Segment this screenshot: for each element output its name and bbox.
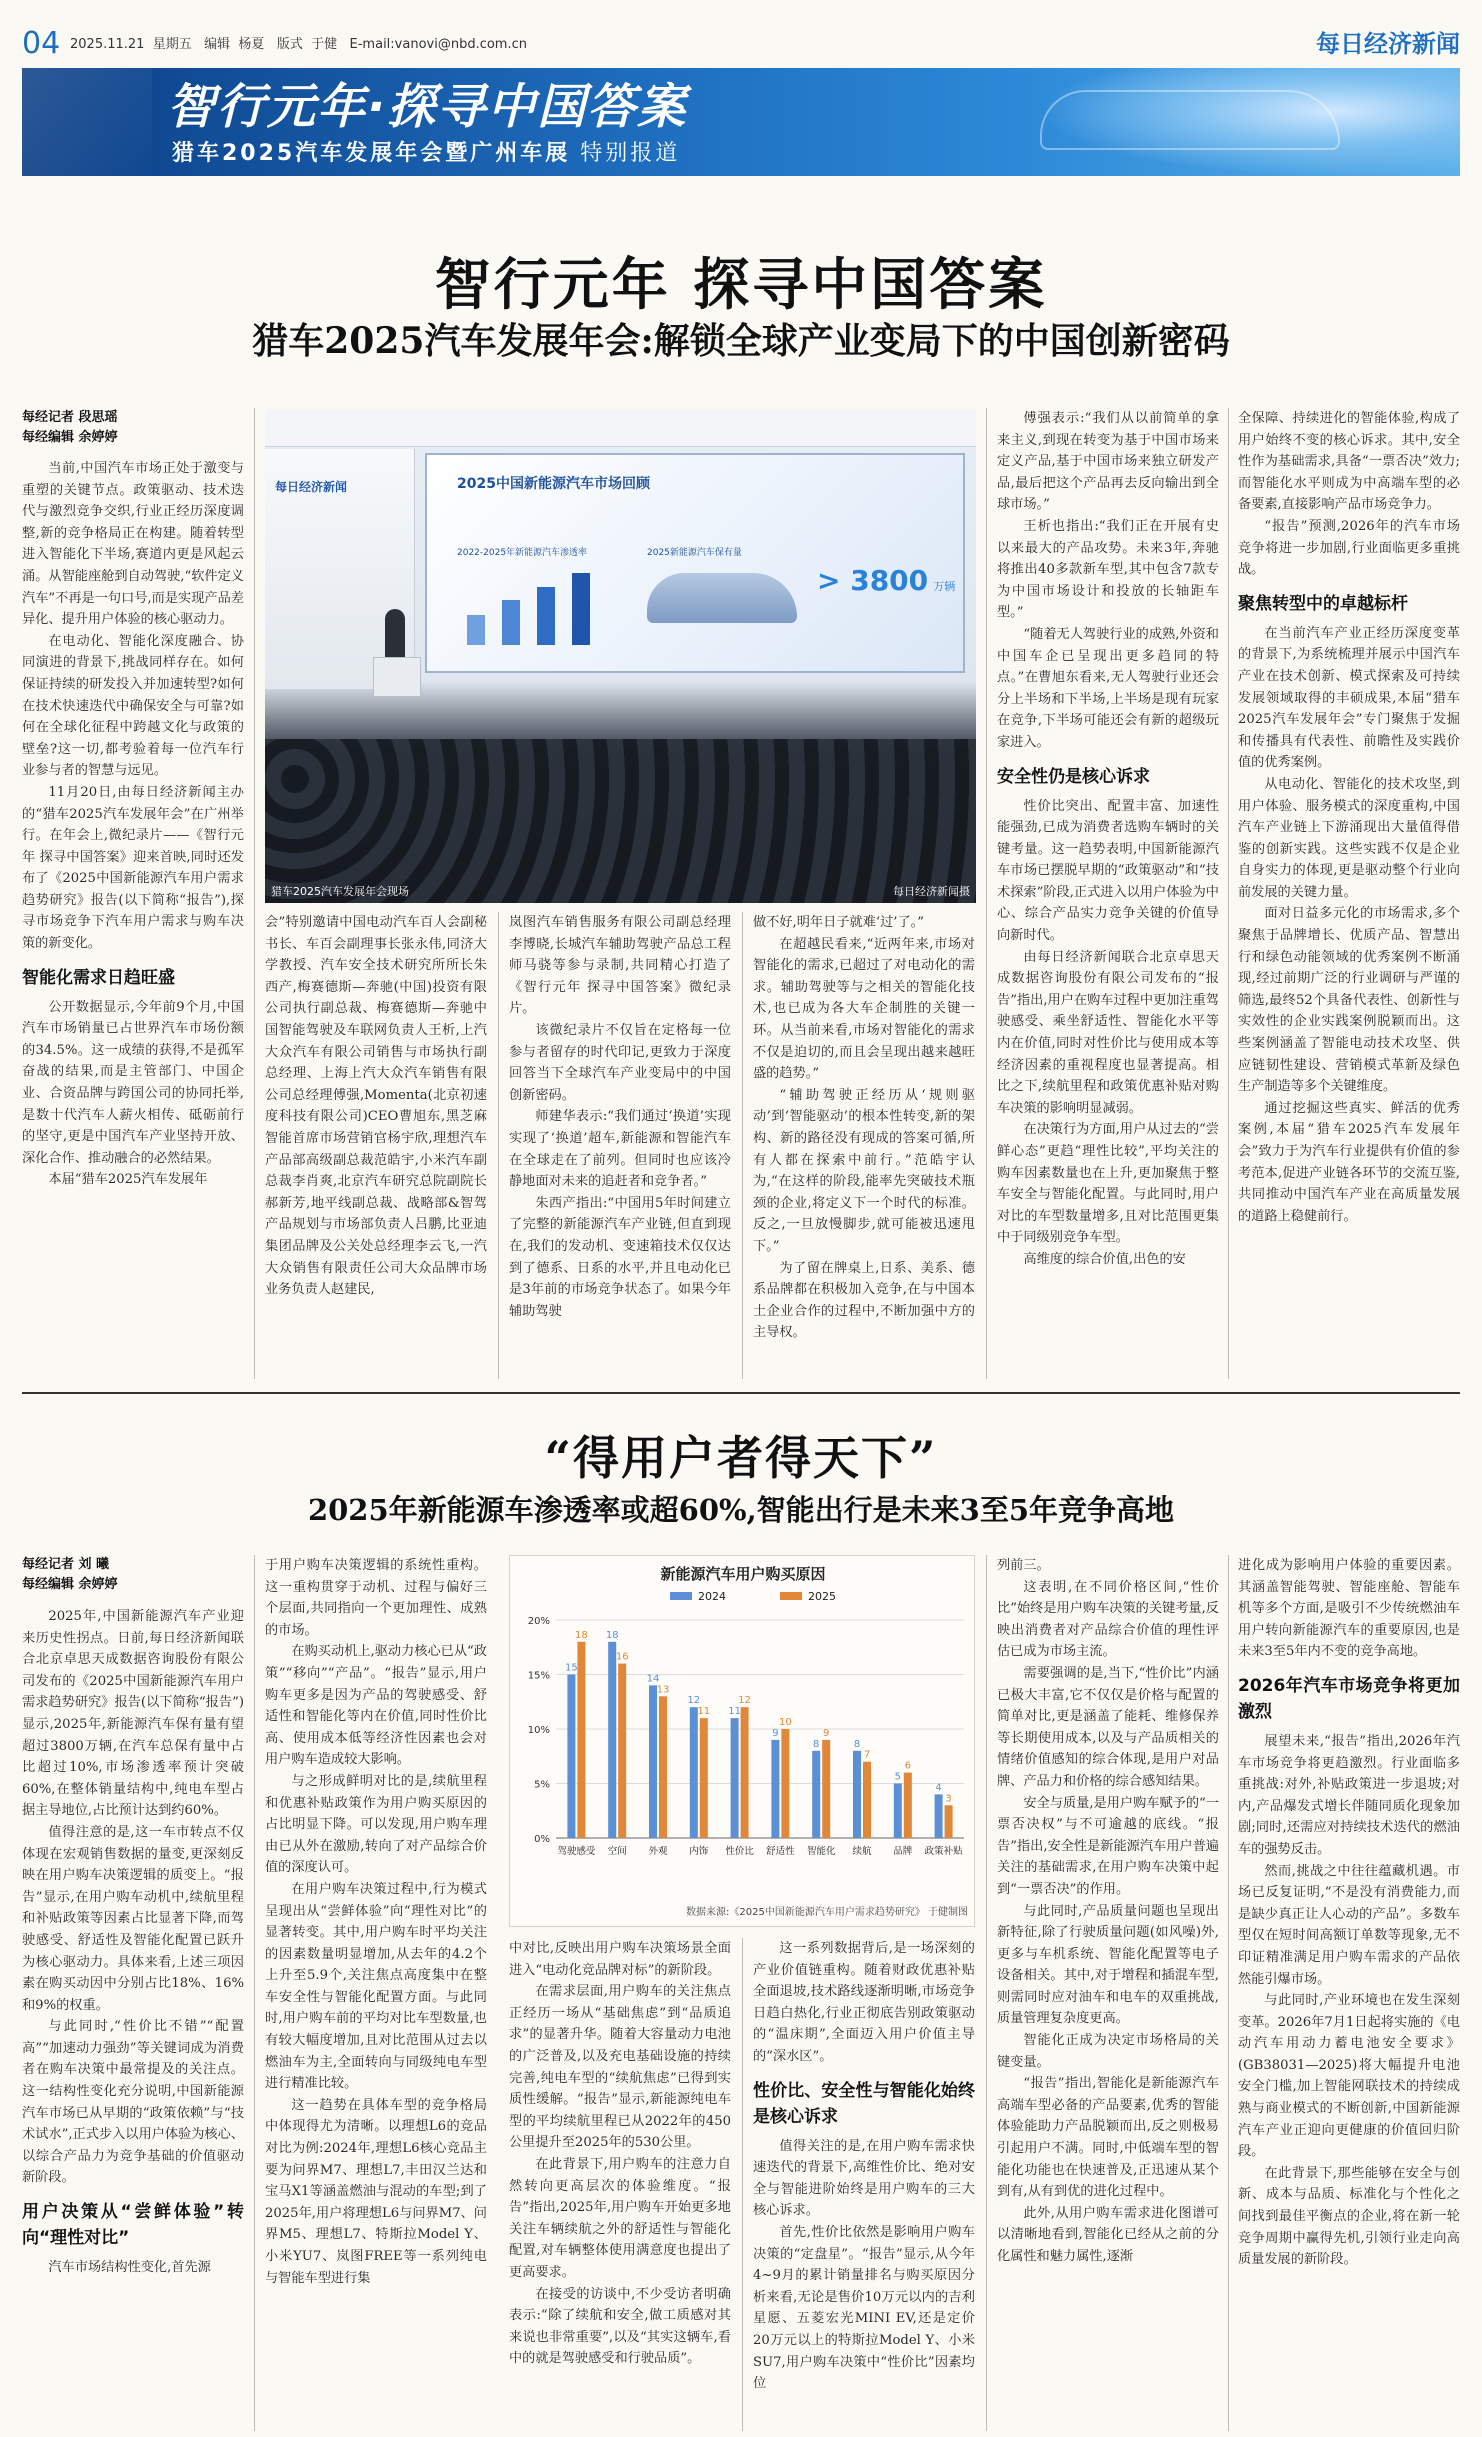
bar-2025 bbox=[618, 1664, 626, 1838]
paragraph: 该微纪录片不仅旨在定格每一位参与者留存的时代印记,更致力于深度回答当下全球汽车产业变局中的中国创新密码。 bbox=[509, 1022, 731, 1103]
data-label: 5 bbox=[894, 1771, 901, 1783]
paragraph: 在决策行为方面,用户从过去的“尝鲜心态”更趋“理性比较”,平均关注的购车因素数量也在上升,更加聚焦于整车安全与智能化配置。与此同时,用户对比的车型数量增多,且对比范围更集中于同级别竞争车型。 bbox=[997, 1122, 1219, 1246]
paragraph: 师建华表示:“我们通过‘换道’实现实现了‘换道’超车,新能源和智能汽车在全球走在了前列。但同时也应该冷静地面对未来的追赶者和竞争者。” bbox=[509, 1109, 731, 1190]
bar-2024 bbox=[649, 1685, 657, 1838]
article2-column-2 bbox=[265, 1555, 487, 2431]
section-heading: 安全性仍是核心诉求 bbox=[997, 766, 1150, 787]
paragraph: 从电动化、智能化的技术攻坚,到用户体验、服务模式的深度重构,中国汽车产业链上下游涌现出大量值得借鉴的创新实践。这些实践不仅是企业自身实力的体现,更是驱动整个行业向前发展的关键力量。 bbox=[1238, 776, 1460, 900]
bar-2024 bbox=[894, 1784, 902, 1839]
paragraph: 在接受的访谈中,不少受访者明确表示:“除了续航和安全,做工质感对其来说也非常重要”,以及“其实这辆车,看中的就是驾驶感受和行驶品质”。 bbox=[509, 2286, 731, 2367]
data-label: 9 bbox=[823, 1727, 830, 1739]
x-tick-label: 品牌 bbox=[893, 1846, 913, 1857]
bar-2024 bbox=[690, 1707, 698, 1838]
x-tick-label: 舒适性 bbox=[766, 1846, 795, 1857]
paragraph: “随着无人驾驶行业的成熟,外资和中国车企已呈现出更多趋同的特点。”在曹旭东看来,无人驾驶行业还会分上半场和下半场,上半场是现有玩家在竞争,下半场可能还会有新的超级玩家进入。 bbox=[997, 626, 1219, 750]
paragraph: 在当前汽车产业正经历深度变革的背景下,为系统梳理并展示中国汽车产业在技术创新、模式探索及可持续发展领域取得的丰硕成果,本届“猎车2025汽车发展年会”专门聚焦于发掘和传播具有代表性、前瞻性及实践价值的优秀案例。 bbox=[1238, 625, 1460, 771]
x-tick-label: 政策补贴 bbox=[924, 1846, 963, 1857]
paragraph: 这一系列数据背后,是一场深刻的产业价值链重构。随着财政优惠补贴全面退坡,技术路线逐渐明晰,市场竞争日趋白热化,行业正彻底告别政策驱动的“温床期”,全面迈入用户价值主导的“深水区”。 bbox=[753, 1941, 975, 2064]
article2-subhead: 2025年新能源车渗透率或超60%,智能出行是未来3至5年竞争高地 bbox=[307, 1493, 1175, 1527]
paragraph: 此外,从用户购车需求进化图谱可以清晰地看到,智能化已经从之前的分化属性和魅力属性,逐渐 bbox=[997, 2205, 1219, 2264]
column-rule bbox=[498, 912, 499, 1379]
bar-2024 bbox=[935, 1794, 943, 1838]
photo-caption-right: 每日经济新闻摄 bbox=[893, 885, 970, 898]
paragraph: 在此背景下,用户购车的注意力自然转向更高层次的体验维度。“报告”指出,2025年,用户购车开始更多地关注车辆续航之外的舒适性与智能化配置,对车辆整体使用满意度也提出了更高要求。 bbox=[509, 2156, 731, 2280]
screen-bar bbox=[502, 600, 520, 645]
paragraph: 性价比突出、配置丰富、加速性能强劲,已成为消费者选购车辆时的关键考量。这一趋势表明,中国新能源汽车市场已摆脱早期的“政策驱动”和“技术探索”阶段,正式进入以用户体验为中心、综合产品实力竞争关键的价值导向新时代。 bbox=[997, 798, 1219, 944]
article2-column-3 bbox=[509, 1938, 731, 2431]
article2-column-6 bbox=[1238, 1555, 1460, 2431]
data-label: 8 bbox=[853, 1738, 861, 1750]
paragraph: 与之形成鲜明对比的是,续航里程和优惠补贴政策作为用户购买原因的占比明显下降。可以发现,用户购车理由已从外在激励,转向了对产品综合价值的深度认可。 bbox=[265, 1773, 487, 1876]
article1-column-1 bbox=[22, 458, 244, 1379]
article1-column-5 bbox=[997, 408, 1219, 1379]
bar-2025 bbox=[945, 1805, 953, 1838]
article1-column-6 bbox=[1238, 408, 1460, 1379]
paragraph: 王析也指出:“我们正在开展有史以来最大的产品攻势。未来3年,奔驰将推出40多款新车型,其中包含7款专为中国市场设计和投放的长轴距车型。” bbox=[997, 518, 1219, 621]
bar-2024 bbox=[567, 1675, 575, 1839]
screen-bar bbox=[467, 615, 485, 645]
legend-label: 2025 bbox=[808, 1590, 836, 1603]
paragraph: 在此背景下,那些能够在安全与创新、成本与品质、标准化与个性化之间找到最佳平衡点的企业,将在新一轮竞争周期中赢得先机,引领行业走向高质量发展的新阶段。 bbox=[1238, 2165, 1460, 2268]
y-tick-label: 15% bbox=[527, 1670, 550, 1682]
x-tick-label: 内饰 bbox=[689, 1846, 709, 1857]
photo-audience bbox=[265, 739, 976, 903]
screen-title: 2025中国新能源汽车市场回顾 bbox=[457, 476, 650, 492]
data-label: 12 bbox=[687, 1695, 701, 1707]
column-rule bbox=[986, 408, 987, 1379]
paragraph: 与此同时,“性价比不错”“配置高”“加速动力强劲”等关键词成为消费者在购车决策中最常提及的关注点。这一结构性变化充分说明,中国新能源汽车市场已从早期的“政策依赖”与“技术试水”,正式步入以用户体验为核心、以综合产品力为竞争基础的价值驱动新阶段。 bbox=[22, 2019, 244, 2186]
bar-2025 bbox=[781, 1729, 789, 1838]
article2-column-4 bbox=[753, 1938, 975, 2431]
bar-2025 bbox=[822, 1740, 830, 1838]
paper-name: 每日经济新闻 bbox=[1316, 30, 1460, 58]
photo-led-screen bbox=[425, 453, 965, 673]
paragraph: 在用户购车决策过程中,行为模式呈现出从“尝鲜体验”向“理性对比”的显著转变。其中,用户购车时平均关注的因素数量明显增加,从去年的4.2个上升至5.9个,关注焦点高度集中在整车安全性与智能化配置方面。与此同时,用户购车前的平均对比车型数量,也有较大幅度增加,且对比范围从过去以燃油车为主,全面转向与同级纯电车型进行精准比较。 bbox=[265, 1881, 487, 2092]
article1-headline: 智行元年 探寻中国答案 bbox=[434, 252, 1048, 318]
column-rule bbox=[1228, 408, 1229, 1379]
article1-photo bbox=[265, 409, 976, 903]
column-rule bbox=[742, 1938, 743, 2431]
paragraph: 全保障、持续进化的智能体验,构成了用户始终不变的核心诉求。其中,安全性作为基础需求,具备“一票否决”效力;而智能化水平则成为中高端车型的必备要素,直接影响产品市场竞争力。 bbox=[1238, 411, 1460, 513]
issue-date: 2025.11.21 bbox=[70, 37, 145, 52]
data-label: 4 bbox=[935, 1782, 942, 1794]
data-label: 18 bbox=[575, 1629, 588, 1641]
x-tick-label: 性价比 bbox=[725, 1846, 754, 1857]
article1-column-4 bbox=[753, 912, 975, 1379]
section-heading: 用户决策从“尝鲜体验”转向“理性对比” bbox=[22, 2202, 244, 2249]
bar-2024 bbox=[731, 1718, 739, 1838]
paragraph: 值得注意的是,这一车市转点不仅体现在宏观销售数据的量变,更深刻反映在用户购车决策逻辑的质变上。“报告”显示,在用户购车动机中,续航里程和补贴政策等因素占比显著下降,而驾驶感受、舒适性及智能化配置已跃升为核心驱动力。具体来看,上述三项因素在购买动因中分别占比18%、16%和9%的权重。 bbox=[22, 1824, 244, 2013]
x-tick-label: 智能化 bbox=[806, 1846, 836, 1857]
data-label: 3 bbox=[945, 1793, 952, 1805]
paragraph: 与此同时,产品质量问题也呈现出新特征,除了行驶质量问题(如风噪)外,更多与车机系统、智能化配置等电子设备相关。其中,对于增程和插混车型,则需同时应对油车和电车的双重挑战,质量管理复杂度更高。 bbox=[997, 1903, 1219, 2027]
bar-2025 bbox=[659, 1696, 667, 1838]
article1-column-2 bbox=[265, 912, 487, 1379]
editor-email: E-mail:vanovi@nbd.com.cn bbox=[349, 37, 527, 52]
paragraph: 中对比,反映出用户购车决策场景全面进入“电动化竞品牌对标”的新阶段。 bbox=[509, 1941, 731, 1978]
legend-swatch bbox=[670, 1592, 692, 1600]
paragraph: “报告”指出,智能化是新能源汽车高端车型必备的产品要素,优秀的智能体验能助力产品脱颖而出,反之则极易引起用户不满。同时,中低端车型的智能化功能也在快速普及,正迅速从某个到有,从有到优的进化过程中。 bbox=[997, 2076, 1219, 2200]
article1-column-3 bbox=[509, 912, 731, 1379]
x-tick-label: 驾驶感受 bbox=[557, 1846, 596, 1857]
column-rule bbox=[254, 1555, 255, 2431]
chart-title: 新能源汽车用户购买原因 bbox=[660, 1565, 826, 1583]
paragraph: 做不好,明年日子就难‘过’了。” bbox=[753, 915, 924, 930]
screen-big-number: > 3800 bbox=[817, 564, 929, 597]
paragraph: 通过挖掘这些真实、鲜活的优秀案例,本届“猎车2025汽车发展年会”致力于为汽车行业提供有价值的参考范本,促进产业链各环节的交流互鉴,共同推动中国汽车产业在高质量发展的道路上稳健前行。 bbox=[1238, 1100, 1460, 1224]
data-label: 6 bbox=[904, 1760, 911, 1772]
paragraph: 智能化正成为决定市场格局的关键变量。 bbox=[997, 2033, 1219, 2070]
paragraph: 然而,挑战之中往往蕴藏机遇。市场已反复证明,“不是没有消费能力,而是缺少真正让人心动的产品”。多数车型仅在短时间高额订单数等现象,无不印证精准满足用户购车需求的产品依然能引爆市场。 bbox=[1238, 1863, 1460, 1987]
chart-source: 数据来源:《2025中国新能源汽车用户需求趋势研究》 于健制图 bbox=[686, 1907, 968, 1918]
paragraph: 高维度的综合价值,出色的安 bbox=[1023, 1251, 1186, 1267]
column-rule bbox=[1228, 1555, 1229, 2431]
article1-reporter: 每经记者 段思瑶 bbox=[22, 410, 118, 425]
layout-label: 版式 bbox=[276, 37, 303, 52]
paragraph: 首先,性价比依然是影响用户购车决策的“定盘星”。“报告”显示,从今年4~9月的累计销量排名与购买原因分析来看,无论是售价10万元以内的吉利星愿、五菱宏光MINI EV,还是定价20万元以上的特斯拉Model Y、小米SU7,用户购车决策中“性价比”因素均位 bbox=[753, 2224, 975, 2392]
banner-subtitle: 猎车2025汽车发展年会暨广州车展 bbox=[172, 141, 571, 166]
paragraph: 列前三。 bbox=[997, 1558, 1050, 1573]
screen-label-2: 2025新能源汽车保有量 bbox=[647, 548, 742, 558]
data-label: 9 bbox=[772, 1727, 779, 1739]
paragraph: 为了留在牌桌上,日系、美系、德系品牌都在积极加入竞争,在与中国本土企业合作的过程中,不断加强中方的主导权。 bbox=[753, 1260, 975, 1341]
paragraph: 于用户购车决策逻辑的系统性重构。这一重构贯穿于动机、过程与偏好三个层面,共同指向一个更加理性、成熟的市场。 bbox=[265, 1558, 487, 1638]
paragraph: 在购买动机上,驱动力核心已从“政策”“移向”“产品”。“报告”显示,用户购车更多是因为产品的驾驶感受、舒适性和智能化等内在价值,同时性价比高、使用成本低等经济性因素也会对用户购车造成较大影响。 bbox=[265, 1644, 487, 1768]
legend-label: 2024 bbox=[698, 1590, 726, 1603]
editor-label: 编辑 bbox=[204, 37, 231, 52]
paragraph: 傅强表示:“我们从以前简单的拿来主义,到现在转变为基于中国市场来定义产品,基于中国市场来独立研发产品,最后把这个产品再去反向输出到全球市场。” bbox=[997, 411, 1219, 513]
paragraph: 面对日益多元化的市场需求,多个聚焦于品牌增长、优质产品、智慧出行和绿色动能领域的优秀案例不断涌现,经过前期广泛的行业调研与严谨的筛选,最终52个具备代表性、创新性与实效性的企业实践案例脱颖而出。这些案例涵盖了智能电动技术攻坚、供应链韧性建设、营销模式革新及绿色生产制造等多个关键维度。 bbox=[1238, 906, 1460, 1095]
article2-reporter: 每经记者 刘 曦 bbox=[22, 1557, 110, 1572]
paragraph: 在电动化、智能化深度融合、协同演进的背景下,挑战同样存在。如何保证持续的研发投入并加速转型?如何在技术快速迭代中确保安全与可靠?如何在全球化征程中跨越文化与政策的壁垒?这一切,都考验着每一位汽车行业参与者的智慧与远见。 bbox=[22, 633, 244, 779]
paragraph: 进化成为影响用户体验的重要因素。其涵盖智能驾驶、智能座舱、智能车机等多个方面,是吸引不少传统燃油车用户转向新能源汽车的重要原因,也是未来3至5年内不变的竞争高地。 bbox=[1238, 1558, 1460, 1660]
paragraph: 岚图汽车销售服务有限公司副总经理李博晓,长城汽车辅助驾驶产品总工程师马骁等参与录制,共同精心打造了《智行元年 探寻中国答案》微纪录片。 bbox=[509, 915, 731, 1017]
data-label: 8 bbox=[813, 1738, 820, 1750]
bar-2025 bbox=[577, 1642, 585, 1838]
data-label: 13 bbox=[656, 1684, 670, 1696]
photo-caption-left: 猎车2025汽车发展年会现场 bbox=[271, 885, 409, 898]
screen-bar bbox=[572, 573, 590, 645]
y-tick-label: 10% bbox=[527, 1725, 550, 1736]
paragraph: 11月20日,由每日经济新闻主办的“猎车2025汽车发展年会”在广州举行。在年会上,微纪录片——《智行元年 探寻中国答案》迎来首映,同时还发布了《2025中国新能源汽车用户需求趋势研究》报告(以下简称“报告”),探寻市场竞争下汽车用户需求与购车决策的新变化。 bbox=[22, 784, 244, 952]
photo-speaker bbox=[385, 609, 405, 663]
paragraph: “辅助驾驶正经历从‘规则驱动’到‘智能驱动’的根本性转变,新的架构、新的路径没有现成的答案可循,所有人都在探索中前行。”范皓宇认为,“在这样的阶段,能率先突破技术瓶颈的企业,将定义下一个时代的标准。反之,一旦放慢脚步,就可能被迅速甩下。” bbox=[753, 1087, 975, 1254]
y-tick-label: 5% bbox=[534, 1779, 550, 1791]
paragraph: “报告”预测,2026年的汽车市场竞争将进一步加剧,行业面临更多重挑战。 bbox=[1238, 518, 1460, 578]
purchase-reasons-chart bbox=[509, 1555, 975, 1927]
bar-2024 bbox=[812, 1751, 820, 1838]
screen-car-image bbox=[647, 573, 797, 623]
article2-editor: 每经编辑 余婷婷 bbox=[22, 1577, 118, 1592]
paragraph: 在超越民看来,“近两年来,市场对智能化的需求,已超过了对电动化的需求。辅助驾驶等与之相关的智能化技术,也已成为各大车企制胜的关键一环。从当前来看,市场对智能化的需求不仅是迫切的,而且会呈现出越来越旺盛的趋势。” bbox=[753, 936, 975, 1082]
data-label: 10 bbox=[779, 1717, 792, 1728]
layout-name: 于健 bbox=[311, 37, 338, 52]
banner-title: 智行元年·探寻中国答案 bbox=[167, 79, 688, 135]
paragraph: 当前,中国汽车市场正处于激变与重塑的关键节点。政策驱动、技术迭代与激烈竞争交织,行业正经历深度调整,新的竞争格局正在构建。随着转型进入智能化下半场,赛道内更是风起云涌。从智能座舱到自动驾驶,“软件定义汽车”不再是一句口号,而是实现产品差异化、提升用户体验的核心驱动力。 bbox=[22, 461, 244, 628]
paragraph: 这一趋势在具体车型的竞争格局中体现得尤为清晰。以理想L6的竞品对比为例:2024年,理想L6核心竞品主要为问界M7、理想L7,丰田汉兰达和宝马X1等涵盖燃油与混动的车型;到了2025年,用户将理想L6与问界M7、问界M5、理想L7、特斯拉Model Y、小米YU7、岚图FREE等一系列纯电与智能车型进行集 bbox=[265, 2097, 487, 2286]
screen-label-1: 2022-2025年新能源汽车渗透率 bbox=[457, 548, 588, 558]
paragraph: 公开数据显示,今年前9个月,中国汽车市场销量已占世界汽车市场份额的34.5%。这一成绩的获得,不是孤军奋战的结果,而是主管部门、中国企业、合资品牌与跨国公司的协同托举,是数十代汽车人薪火相传、砥砺前行的坚守,更是中国汽车产业坚持开放、深化合作、推动融合的必然结果。 bbox=[22, 999, 244, 1166]
paragraph: 需要强调的是,当下,“性价比”内涵已极大丰富,它不仅仅是价格与配置的简单对比,更是涵盖了能耗、维修保养等长期使用成本,以及与产品质相关的情绪价值感知的综合体现,是用户对品牌、产品力和价格的综合感知结果。 bbox=[997, 1665, 1219, 1789]
banner-left-stripe bbox=[22, 68, 152, 176]
article1-editor: 每经编辑 余婷婷 bbox=[22, 430, 118, 445]
bar-2024 bbox=[771, 1740, 779, 1838]
data-label: 7 bbox=[863, 1749, 871, 1761]
x-tick-label: 外观 bbox=[648, 1846, 668, 1857]
screen-unit: 万辆 bbox=[933, 580, 956, 593]
section-heading: 性价比、安全性与智能化始终是核心诉求 bbox=[753, 2080, 975, 2127]
article-divider bbox=[22, 1392, 1460, 1394]
photo-ceiling bbox=[265, 409, 976, 447]
paragraph: 展望未来,“报告”指出,2026年汽车市场竞争将更趋激烈。行业面临多重挑战:对外,补贴政策进一步退坡;对内,产品爆发式增长伴随同质化现象加剧;同时,还需应对持续技术迭代的燃油车的强势反击。 bbox=[1238, 1733, 1460, 1857]
bar-2025 bbox=[904, 1773, 912, 1838]
chart-svg bbox=[510, 1586, 976, 1896]
paragraph: 2025年,中国新能源汽车产业迎来历史性拐点。日前,每日经济新闻联合北京卓思天成数据咨询股份有限公司发布的《2025中国新能源汽车用户需求趋势研究》报告(以下简称“报告”)显示,2025年,新能源汽车保有量有望超过3800万辆,在汽车总保有量中占比超过10%,市场渗透率预计突破60%,在整体销量结构中,纯电车型占据主导地位,占比预计达到约60%。 bbox=[22, 1609, 244, 1819]
bar-2025 bbox=[700, 1718, 708, 1838]
x-tick-label: 空间 bbox=[607, 1846, 627, 1857]
section-heading: 2026年汽车市场竞争将更加激烈 bbox=[1238, 1675, 1460, 1722]
data-label: 15 bbox=[565, 1662, 578, 1674]
column-rule bbox=[986, 1555, 987, 2431]
paragraph: 朱西产指出:“中国用5年时间建立了完整的新能源汽车产业链,但直到现在,我们的发动机、变速箱技术仅仅达到了德系、日系的水平,并且电动化已是3年前的市场竞争状态了。如果今年辅助驾驶 bbox=[509, 1195, 731, 1319]
section-heading: 聚焦转型中的卓越标杆 bbox=[1238, 593, 1408, 614]
photo-podium bbox=[373, 657, 421, 697]
paragraph: 这表明,在不同价格区间,“性价比”始终是用户购车决策的关键考量,反映出消费者对产品综合价值的理性评估已成为市场主流。 bbox=[997, 1579, 1219, 1660]
section-heading: 智能化需求日趋旺盛 bbox=[22, 967, 175, 988]
paragraph: 与此同时,产业环境也在发生深刻变革。2026年7月1日起将实施的《电动汽车用动力蓄电池安全要求》(GB38031—2025)将大幅提升电池安全门槛,加上智能网联技术的持续成熟与商业模式的不断创新,中国新能源汽车产业正迎向更健康的价值回归阶段。 bbox=[1238, 1993, 1460, 2160]
paragraph: 在需求层面,用户购车的关注焦点正经历一场从“基础焦虑”到“品质追求”的显著升华。随着大容量动力电池的广泛普及,以及充电基础设施的持续完善,纯电车型的“续航焦虑”已得到实质性缓解。“报告”显示,新能源纯电车型的平均续航里程已从2022年的450公里提升至2025年的530公里。 bbox=[509, 1984, 731, 2151]
paragraph: 会”特别邀请中国电动汽车百人会副秘书长、车百会副理事长张永伟,同济大学教授、汽车安全技术研究所所长朱西产,梅赛德斯—奔驰(中国)投资有限公司执行副总裁、梅赛德斯—奔驰中国智能驾驶及车联网负责人王析,上汽大众汽车有限公司销售与市场执行副总经理、上海上汽大众汽车销售有限公司总经理傅强,Momenta(北京初速度科技有限公司)CEO曹旭东,黑芝麻智能首席市场营销官杨宇欣,理想汽车产品部高级副总裁范皓宇,小米汽车副总裁李肖爽,北京汽车研究总院副院长郝新芳,地平线副总裁、战略部&智驾产品规划与市场部负责人吕鹏,比亚迪集团品牌及公关处总经理李云飞,一汽大众销售有限责任公司大众品牌市场业务负责人赵建民, bbox=[265, 915, 487, 1298]
bar-2025 bbox=[863, 1762, 871, 1838]
paragraph: 本届“猎车2025汽车发展年 bbox=[48, 1172, 208, 1188]
data-label: 18 bbox=[605, 1629, 619, 1641]
issue-weekday: 星期五 bbox=[152, 37, 192, 52]
x-tick-label: 续航 bbox=[852, 1846, 872, 1857]
paragraph: 值得关注的是,在用户购车需求快速迭代的背景下,高维性价比、绝对安全与智能进阶始终是用户购车的三大核心诉求。 bbox=[753, 2138, 975, 2219]
page-number: 04 bbox=[22, 26, 61, 61]
masthead bbox=[22, 26, 1460, 62]
y-tick-label: 20% bbox=[527, 1616, 550, 1627]
bar-2025 bbox=[741, 1707, 749, 1838]
bar-2024 bbox=[853, 1751, 861, 1838]
data-label: 14 bbox=[646, 1673, 660, 1685]
editor-name: 杨夏 bbox=[238, 37, 265, 52]
data-label: 16 bbox=[615, 1651, 629, 1663]
podium-logo: 每日经济新闻 bbox=[275, 480, 348, 494]
paragraph: 由每日经济新闻联合北京卓思天成数据咨询股份有限公司发布的“报告”指出,用户在购车过程中更加注重驾驶感受、乘坐舒适性、智能化水平等内在价值,同时对性价比与使用成本等经济因素的重视程度也显著提高。相比之下,续航里程和政策优惠补贴对购车决策的影响明显减弱。 bbox=[997, 949, 1219, 1116]
data-label: 12 bbox=[738, 1695, 751, 1707]
data-label: 11 bbox=[697, 1706, 711, 1718]
y-tick-label: 0% bbox=[534, 1834, 550, 1845]
screen-mini-bars bbox=[457, 565, 607, 645]
article1-subhead: 猎车2025汽车发展年会:解锁全球产业变局下的中国创新密码 bbox=[252, 320, 1230, 362]
article2-column-5 bbox=[997, 1555, 1219, 2431]
special-report-banner bbox=[22, 68, 1460, 176]
data-label: 11 bbox=[728, 1706, 741, 1718]
paragraph: 安全与质量,是用户购车赋予的“一票否决权”与不可逾越的底线。“报告”指出,安全性是新能源汽车用户普遍关注的基础需求,在用户购车决策中起到“一票否决”的作用。 bbox=[997, 1795, 1219, 1897]
article2-column-1 bbox=[22, 1606, 244, 2431]
article2-headline: “得用户者得天下” bbox=[544, 1431, 938, 1485]
legend-swatch bbox=[780, 1592, 802, 1600]
bar-2024 bbox=[608, 1642, 616, 1838]
banner-car-silhouette bbox=[1040, 90, 1340, 150]
banner-tag: 特别报道 bbox=[580, 141, 681, 166]
screen-bar bbox=[537, 587, 555, 645]
column-rule bbox=[254, 408, 255, 1379]
paragraph: 汽车市场结构性变化,首先源 bbox=[48, 2260, 211, 2276]
column-rule bbox=[742, 912, 743, 1379]
